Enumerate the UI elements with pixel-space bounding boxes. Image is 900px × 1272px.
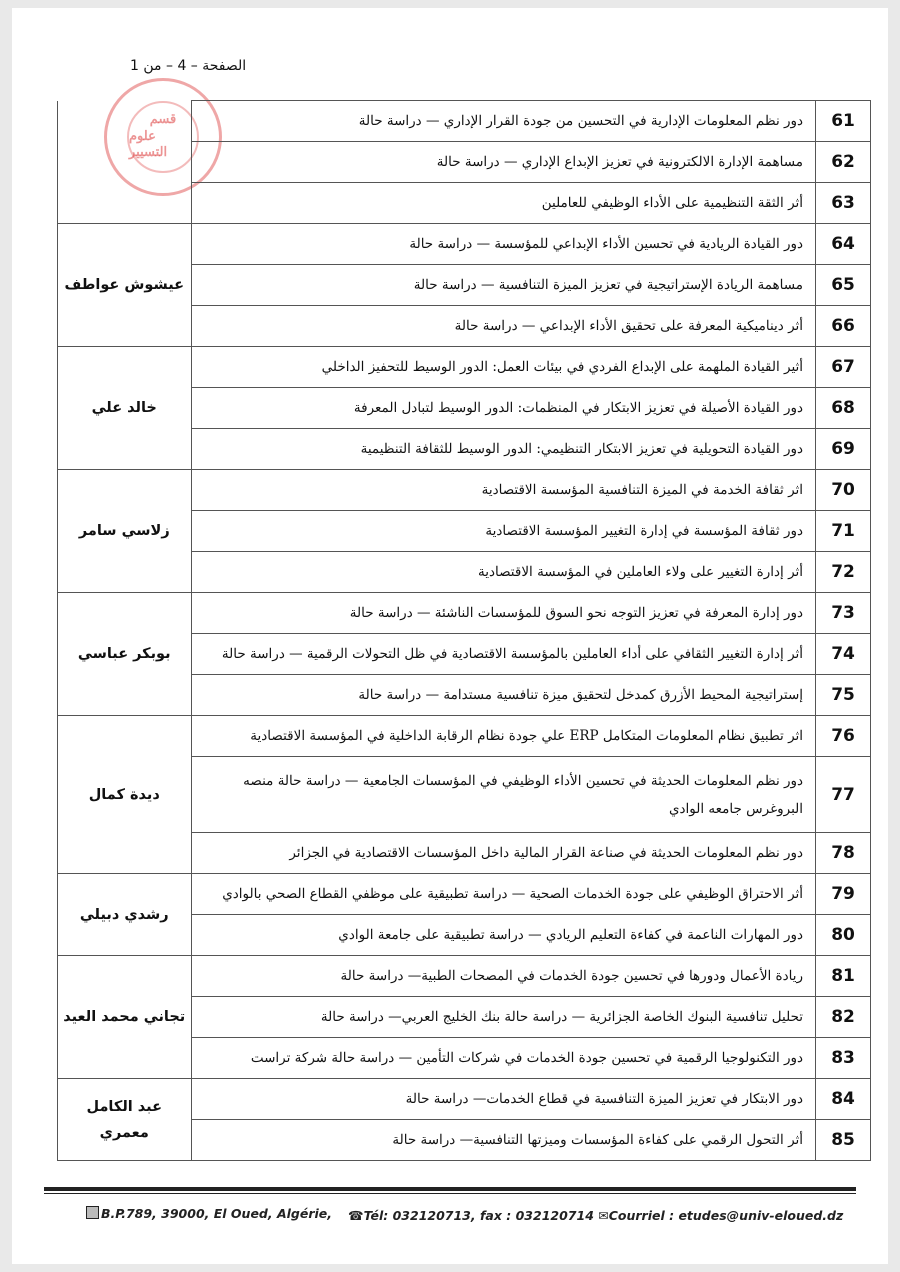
- supervisor-name: خالد علي: [58, 347, 192, 470]
- topic-title: دور القيادة الأصيلة في تعزيز الابتكار في المنظمات: الدور الوسيط لتبادل المعرفة: [191, 388, 816, 429]
- stamp-line: قسم: [149, 111, 177, 127]
- footer-rule: [44, 1187, 856, 1191]
- stamp-line: علوم التسيير: [129, 128, 168, 161]
- topic-row: [58, 716, 871, 757]
- topics-table: [57, 100, 871, 1161]
- topic-number: 77: [816, 757, 871, 833]
- topic-number: 73: [816, 593, 871, 634]
- topic-number: 64: [816, 224, 871, 265]
- topic-title: دور نظم المعلومات الحديثة في صناعة القرار المالية داخل المؤسسات الاقتصادية في الجزائر: [191, 833, 816, 874]
- topic-row: [58, 874, 871, 915]
- topic-title: أثر إدارة التغيير الثقافي على أداء العاملين بالمؤسسة الاقتصادية في ظل التحولات الرقمية — دراسة حالة: [191, 634, 816, 675]
- topic-title: دور المهارات الناعمة في كفاءة التعليم الريادي — دراسة تطبيقية على جامعة الوادي: [191, 915, 816, 956]
- topic-number: 68: [816, 388, 871, 429]
- topic-number: 79: [816, 874, 871, 915]
- topic-number: 61: [816, 101, 871, 142]
- topic-number: 66: [816, 306, 871, 347]
- topic-title: دور القيادة التحويلية في تعزيز الابتكار التنظيمي: الدور الوسيط للثقافة التنظيمية: [191, 429, 816, 470]
- topic-number: 84: [816, 1079, 871, 1120]
- supervisor-name: تجاني محمد العيد: [58, 956, 192, 1079]
- topic-number: 70: [816, 470, 871, 511]
- topic-title: دور نظم المعلومات الحديثة في تحسين الأداء الوظيفي في المؤسسات الجامعية — دراسة حالة منصه البروغرس جامعه الوادي: [191, 757, 816, 833]
- topic-title: أثر الثقة التنظيمية على الأداء الوظيفي للعاملين: [191, 183, 816, 224]
- topic-number: 62: [816, 142, 871, 183]
- topic-number: 83: [816, 1038, 871, 1079]
- topic-title: دور إدارة المعرفة في تعزيز التوجه نحو السوق للمؤسسات الناشئة — دراسة حالة: [191, 593, 816, 634]
- topic-row: [58, 470, 871, 511]
- topic-number: 76: [816, 716, 871, 757]
- topic-row: [58, 1079, 871, 1120]
- topic-title: تحليل تنافسية البنوك الخاصة الجزائرية — دراسة حالة بنك الخليج العربي— دراسة حالة: [191, 997, 816, 1038]
- supervisor-name: بوبكر عباسي: [58, 593, 192, 716]
- topic-title: أثر الاحتراق الوظيفي على جودة الخدمات الصحية — دراسة تطبيقية على موظفي القطاع الصحي بالوادي: [191, 874, 816, 915]
- supervisor-name: عبد الكامل معمري: [58, 1079, 192, 1161]
- topic-number: 75: [816, 675, 871, 716]
- supervisor-name: زلاسي سامر: [58, 470, 192, 593]
- topic-row: [58, 224, 871, 265]
- footer-contact: ☎Tél: 032120713, fax : 032120714 ✉Courriel : etudes@univ-eloued.dz: [348, 1208, 844, 1223]
- footer-address-text: B.P.789, 39000, El Oued, Algérie,: [101, 1206, 333, 1221]
- topic-title: مساهمة الريادة الإستراتيجية في تعزيز الميزة التنافسية — دراسة حالة: [191, 265, 816, 306]
- footer-rule-thin: [44, 1193, 856, 1194]
- topic-title: اثر تطبيق نظام المعلومات المتكامل ERP علي جودة نظام الرقابة الداخلية في المؤسسة الاقتصادية: [191, 716, 816, 757]
- topic-title: أثير القيادة الملهمة على الإبداع الفردي في بيئات العمل: الدور الوسيط للتحفيز الداخلي: [191, 347, 816, 388]
- topic-number: 63: [816, 183, 871, 224]
- topic-title: دور نظم المعلومات الإدارية في التحسين من جودة القرار الإداري — دراسة حالة: [191, 101, 816, 142]
- topic-title: اثر ثقافة الخدمة في الميزة التنافسية المؤسسة الاقتصادية: [191, 470, 816, 511]
- topic-row: [58, 593, 871, 634]
- topic-number: 82: [816, 997, 871, 1038]
- topic-number: 72: [816, 552, 871, 593]
- topic-number: 85: [816, 1120, 871, 1161]
- topic-row: [58, 956, 871, 997]
- topic-number: 81: [816, 956, 871, 997]
- topic-title: دور التكنولوجيا الرقمية في تحسين جودة الخدمات في شركات التأمين — دراسة حالة شركة تراست: [191, 1038, 816, 1079]
- topic-number: 80: [816, 915, 871, 956]
- topic-number: 69: [816, 429, 871, 470]
- topic-title: دور ثقافة المؤسسة في إدارة التغيير المؤسسة الاقتصادية: [191, 511, 816, 552]
- page-number: الصفحة – 4 – من 1: [130, 58, 247, 74]
- supervisor-name: ديدة كمال: [58, 716, 192, 874]
- topic-title: أثر التحول الرقمي على كفاءة المؤسسات وميزتها التنافسية— دراسة حالة: [191, 1120, 816, 1161]
- supervisor-name: [58, 101, 192, 224]
- topic-number: 74: [816, 634, 871, 675]
- topic-title: مساهمة الإدارة الالكترونية في تعزيز الإبداع الإداري — دراسة حالة: [191, 142, 816, 183]
- topic-number: 65: [816, 265, 871, 306]
- topic-number: 67: [816, 347, 871, 388]
- topic-title: ريادة الأعمال ودورها في تحسين جودة الخدمات في المصحات الطبية— دراسة حالة: [191, 956, 816, 997]
- supervisor-name: رشدي دبيلي: [58, 874, 192, 956]
- topic-title: أثر إدارة التغيير على ولاء العاملين في المؤسسة الاقتصادية: [191, 552, 816, 593]
- topic-title: إستراتيجية المحيط الأزرق كمدخل لتحقيق ميزة تنافسية مستدامة — دراسة حالة: [191, 675, 816, 716]
- supervisor-name: عيشوش عواطف: [58, 224, 192, 347]
- topic-row: [58, 347, 871, 388]
- topic-title: دور الابتكار في تعزيز الميزة التنافسية في قطاع الخدمات— دراسة حالة: [191, 1079, 816, 1120]
- topic-title: أثر ديناميكية المعرفة على تحقيق الأداء الإبداعي — دراسة حالة: [191, 306, 816, 347]
- topic-row: [58, 101, 871, 142]
- mailbox-icon: [86, 1206, 99, 1219]
- topic-number: 78: [816, 833, 871, 874]
- topic-number: 71: [816, 511, 871, 552]
- footer-address: [86, 1206, 332, 1221]
- topic-title: دور القيادة الريادية في تحسين الأداء الإبداعي للمؤسسة — دراسة حالة: [191, 224, 816, 265]
